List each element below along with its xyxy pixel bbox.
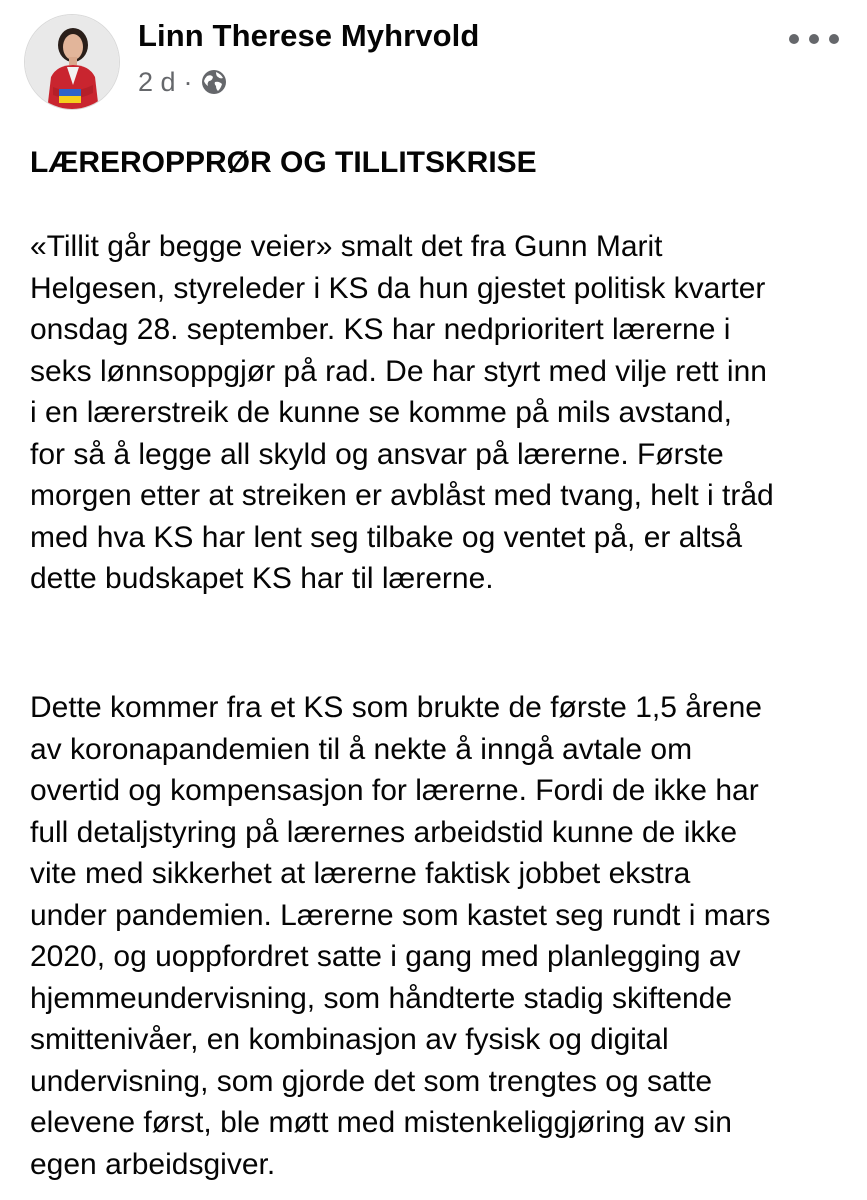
post-paragraph [30,226,850,600]
avatar[interactable] [24,14,120,110]
menu-dot [829,34,839,44]
post-paragraph [30,687,850,1185]
menu-dot [789,34,799,44]
text-line: morgen etter at streiken er avblåst med tvang, helt i tråd [30,479,774,512]
text-line: elevene først, ble møtt med mistenkeliggjøring av sin [30,1106,732,1139]
menu-dot [809,34,819,44]
post-timestamp[interactable]: 2 d [138,66,176,97]
text-line: smittenivåer, en kombinasjon av fysisk og digital [30,1023,669,1056]
text-line: egen arbeidsgiver. [30,1147,276,1181]
text-line: Helgesen, styreleder i KS da hun gjestet politisk kvarter [30,271,766,305]
text-line: vite med sikkerhet at lærerne faktisk jobbet ekstra [30,857,691,890]
author-name[interactable]: Linn Therese Myhrvold [138,18,480,53]
post-header [0,0,867,120]
text-line: onsdag 28. september. KS har nedprioritert lærerne i [30,313,731,346]
text-line: hjemmeundervisning, som håndterte stadig skiftende [30,981,733,1015]
globe-icon[interactable] [199,67,229,97]
text-line: dette budskapet KS har til lærerne. [30,562,494,595]
text-line: under pandemien. Lærerne som kastet seg rundt i mars [30,898,771,932]
text-line: Dette kommer fra et KS som brukte de første 1,5 årene [30,691,762,724]
meta-separator: · [183,66,193,97]
text-line: 2020, og uoppfordret satte i gang med planlegging av [30,940,741,973]
text-line: av koronapandemien til å nekte å inngå avtale om [30,732,693,766]
more-horizontal-icon[interactable] [789,24,839,54]
post-meta [138,64,229,100]
text-line: i en lærerstreik de kunne se komme på mils avstand, [30,396,732,429]
text-line: full detaljstyring på lærernes arbeidstid kunne de ikke [30,815,738,849]
text-line: overtid og kompensasjon for lærerne. Fordi de ikke har [30,774,759,807]
text-line: «Tillit går begge veier» smalt det fra Gunn Marit [30,230,663,263]
post-title: LÆREROPPRØR OG TILLITSKRISE [30,146,537,179]
text-line: undervisning, som gjorde det som trengtes og satte [30,1064,713,1098]
avatar-photo [25,15,120,110]
text-line: for så å legge all skyld og ansvar på lærerne. Første [30,437,724,471]
text-line: seks lønnsoppgjør på rad. De har styrt med vilje rett inn [30,354,767,388]
text-line: med hva KS har lent seg tilbake og ventet på, er altså [30,520,743,554]
